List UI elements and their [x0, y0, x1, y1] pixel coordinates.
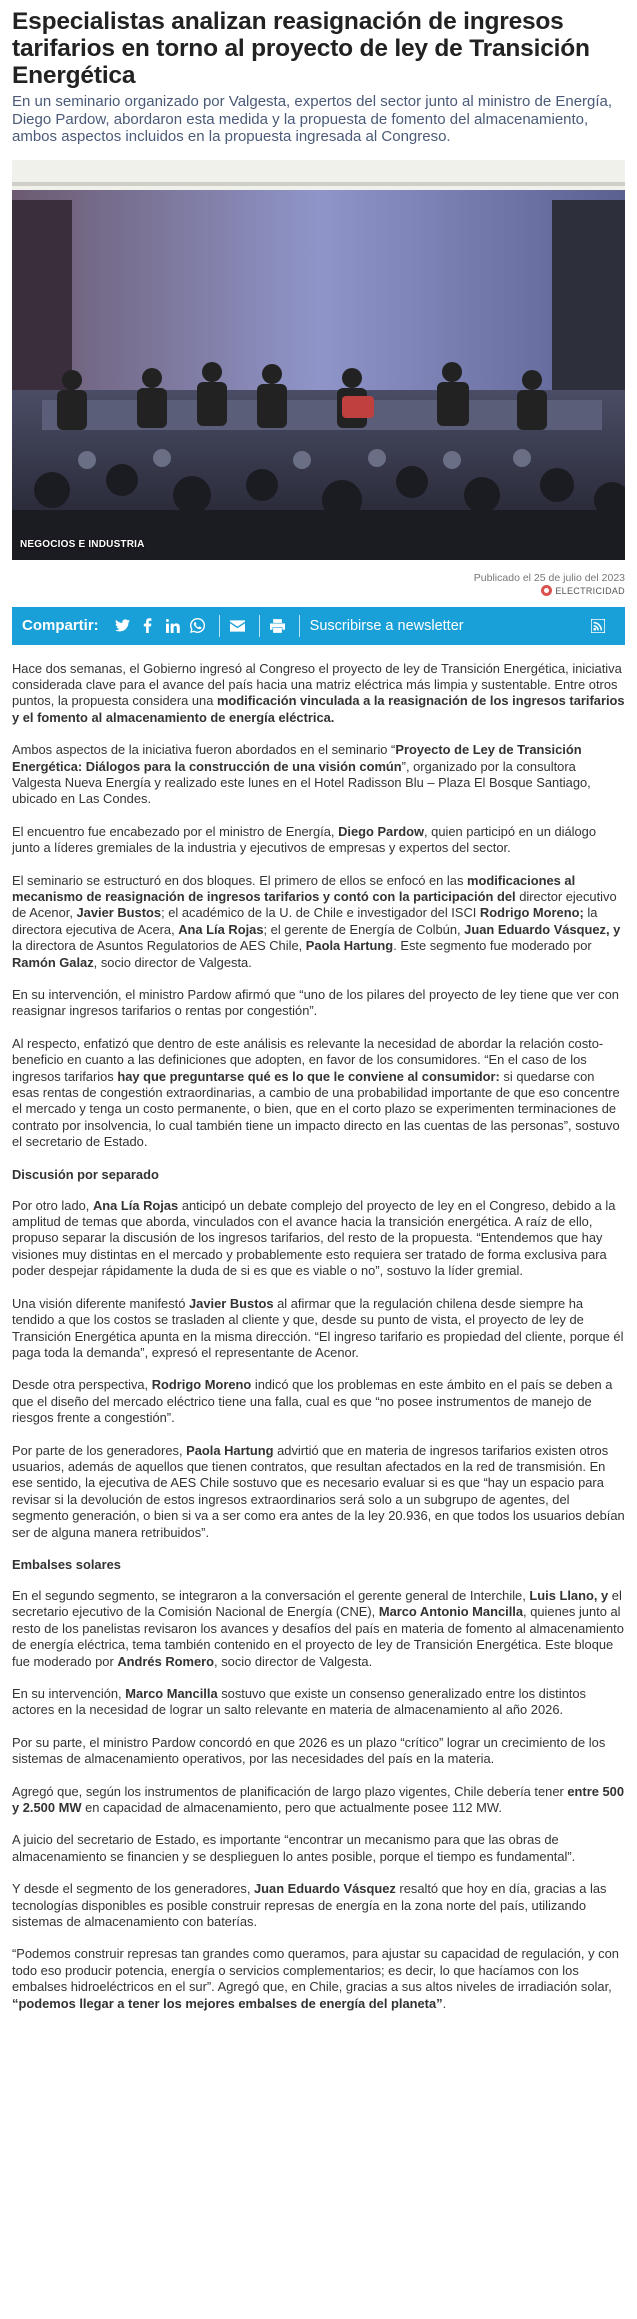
bold-text: entre 500 y 2.500 MW: [12, 1783, 624, 1816]
text-run: .: [442, 1995, 447, 2011]
newsletter-link[interactable]: Suscribirse a newsletter: [309, 617, 464, 634]
text-run: sostuvo que existe un consenso generalizado entre los distintos actores en la necesidad de lograr un salto relevante en materia de almacenamiento al año 2026.: [12, 1686, 586, 1718]
whatsapp-icon[interactable]: [190, 618, 206, 634]
article-photo: [12, 160, 625, 560]
text-run: A juicio del secretario de Estado, es importante “encontrar un mecanismo para que las obras de almacenamiento se financien y se desplieguen lo antes posible, porque el tiempo es fundamental”.: [12, 1832, 576, 1864]
linkedin-icon[interactable]: [165, 618, 181, 634]
category-label[interactable]: [12, 585, 625, 597]
article-paragraph: [12, 1036, 625, 1151]
bold-text: Marco Antonio Mancilla: [378, 1604, 524, 1620]
text-run: En su intervención,: [12, 1686, 126, 1701]
text-run: Por su parte, el ministro Pardow concordó en que 2026 es un plazo “crítico” lograr un crecimiento de los sistemas de almacenamiento operativos, por las necesidades del país en la materia.: [12, 1734, 606, 1767]
bold-text: Paola Hartung: [186, 1442, 274, 1458]
share-divider: [219, 615, 220, 637]
text-run: la directora ejecutiva de Acera,: [12, 905, 598, 937]
share-label: Compartir:: [22, 617, 99, 634]
text-run: si quedarse con esas rentas de congestión extraordinarias, a cambio de una probabilidad importante de que eso concentre el mercado y tenga un costo permanente, o bien, que en el corto plazo se experimenten terminaciones de contrato por insolvencia, lo cual también tiene un impacto directo en las cuentas de las personas”, sostuvo el secretario de Estado.: [12, 1068, 620, 1150]
text-run: el secretario ejecutivo de la Comisión Nacional de Energía (CNE),: [12, 1587, 622, 1620]
bold-text: Ramón Galaz: [12, 954, 94, 970]
bold-text: modificaciones al mecanismo de reasignación de ingresos tarifarios y contó con la participación del: [12, 872, 576, 904]
bold-text: Javier Bustos: [188, 1295, 274, 1311]
text-run: Discusión por separado: [12, 1166, 159, 1182]
article-paragraph: [12, 1735, 625, 1768]
bold-text: “podemos llegar a tener los mejores embalses de energía del planeta”: [12, 1995, 443, 2011]
article-paragraph: [12, 1296, 625, 1362]
article-paragraph: [12, 1198, 625, 1280]
bold-text: Diego Pardow: [338, 823, 425, 839]
bold-text: Ana Lía Rojas: [178, 921, 264, 937]
text-run: Agregó que, según los instrumentos de planificación de largo plazo vigentes, Chile debería tener: [12, 1783, 568, 1799]
text-run: director ejecutivo de Acenor,: [12, 888, 617, 921]
article-paragraph: [12, 1686, 625, 1719]
text-run: Por parte de los generadores,: [12, 1442, 187, 1458]
category-text: ELECTRICIDAD: [555, 585, 625, 596]
text-run: en capacidad de almacenamiento, pero que actualmente posee 112 MW.: [81, 1800, 502, 1816]
article-paragraph: [12, 1443, 625, 1541]
article-paragraph: [12, 873, 625, 971]
text-run: . Este segmento fue moderado por: [393, 938, 592, 954]
share-divider: [299, 615, 300, 637]
bold-text: Rodrigo Moreno: [151, 1377, 252, 1393]
bold-text: Marco Mancilla: [125, 1686, 218, 1701]
text-run: , quienes junto al resto de los panelistas revisaron los avances y desafíos del país en materia de fomento al almacenamiento de energía eléctrica, tema también contenido en el proyecto de ley de Transición Energética. Este bloque fue moderado por: [12, 1604, 624, 1669]
twitter-icon[interactable]: [115, 618, 131, 634]
bold-text: Juan Eduardo Vásquez, y: [464, 921, 621, 937]
text-run: En su intervención, el ministro Pardow afirmó que “uno de los pilares del proyecto de ley tiene que ver con reasignar ingresos tarifarios o rentas por congestión”.: [12, 987, 619, 1019]
article-paragraph: [12, 1832, 625, 1865]
article-paragraph: [12, 1881, 625, 1930]
bold-text: Rodrigo Moreno;: [479, 905, 584, 921]
section-heading: [12, 1167, 625, 1182]
bold-text: Paola Hartung: [305, 938, 394, 954]
bold-text: hay que preguntarse qué es lo que le conviene al consumidor:: [117, 1068, 500, 1084]
text-run: la directora de Asuntos Regulatorios de AES Chile,: [12, 938, 306, 954]
share-divider: [259, 615, 260, 637]
text-run: al afirmar que la regulación chilena desde siempre ha tendido a que los costos se trasladen al cliente y que, desde su punto de vista, el proyecto de ley de Transición Energética apunta en la misma dirección. “El ingreso tarifario es propiedad del cliente, porque él paga toda la demanda”, expresó el representante de Acenor.: [12, 1295, 624, 1360]
rss-icon[interactable]: [590, 618, 606, 634]
text-run: Ambos aspectos de la iniciativa fueron abordados en el seminario “: [12, 742, 396, 758]
bold-text: modificación vinculada a la reasignación de los ingresos tarifarios y el fomento al almacenamiento de energía eléctrica.: [12, 693, 625, 725]
print-icon[interactable]: [270, 618, 286, 634]
text-run: ; el gerente de Energía de Colbún,: [263, 921, 465, 937]
bold-text: Ana Lía Rojas: [92, 1197, 179, 1213]
share-bar: [12, 607, 625, 645]
bold-text: Proyecto de Ley de Transición Energética: Diálogos para la construcción de una visión común: [12, 742, 582, 774]
category-dot-icon: [541, 585, 552, 596]
article-paragraph: [12, 1946, 625, 2012]
email-icon[interactable]: [230, 618, 246, 634]
text-run: Por otro lado,: [12, 1197, 93, 1213]
text-run: Hace dos semanas, el Gobierno ingresó al Congreso el proyecto de ley de Transición Energética, iniciativa considerada clave para el avance del país hacia una matriz eléctrica más limpia y sustentable. Entre otros puntos, la propuesta considera una: [12, 660, 622, 709]
article-paragraph: [12, 1588, 625, 1670]
text-run: “Podemos construir represas tan grandes como queramos, para ajustar su capacidad de regulación, y con todo eso producir potencia, energía o servicios complementarios; es decir, lo que hacíamos con los embalses hidroeléctricos en el sur”. Agregó que, en Chile, gracias a sus altos niveles de irradiación solar,: [12, 1946, 619, 1995]
bold-text: Juan Eduardo Vásquez: [253, 1881, 396, 1897]
text-run: Al respecto, enfatizó que dentro de este análisis es relevante la necesidad de abordar la relación costo-beneficio en cuanto a las definiciones que adopten, en favor de los consumidores. “En el caso de los ingresos tarifarios: [12, 1035, 604, 1084]
article-paragraph: [12, 987, 625, 1020]
article-lead: En un seminario organizado por Valgesta, expertos del sector junto al ministro de Energía, Diego Pardow, abordaron esta medida y la propuesta de fomento del almacenamiento, ambos aspectos incluidos en la propuesta ingresada al Congreso.: [12, 93, 613, 145]
text-run: ”, organizado por la consultora Valgesta Nueva Energía y realizado este lunes en el Hotel Radisson Blu – Plaza El Bosque Santiago, ubicado en Las Condes.: [12, 758, 591, 807]
text-run: El encuentro fue encabezado por el ministro de Energía,: [12, 823, 339, 839]
article-paragraph: [12, 1784, 625, 1817]
text-run: resaltó que hoy en día, gracias a las tecnologías disponibles es posible construir represas de energía en la zona norte del país, utilizando sistemas de almacenamiento con baterías.: [12, 1881, 607, 1930]
text-run: anticipó un debate complejo del proyecto de ley en el Congreso, debido a la amplitud de temas que aborda, vinculados con el avance hacia la transición energética. A raíz de ello, propuso separar la discusión de los ingresos tarifarios, del resto de la propuesta. “Entendemos que hay visiones muy distintas en el mercado y probablemente esto requiera ser tratado de forma exclusiva para poder despejar rápidamente la duda de si es que es viable o no”, sostuvo la líder gremial.: [12, 1197, 616, 1279]
text-run: indicó que los problemas en este ámbito en el país se deben a que el diseño del mercado eléctrico tiene una falla, cual es que “no posee instrumentos de manejo de riesgos frente a congestión”.: [12, 1377, 613, 1426]
article-paragraph: [12, 1377, 625, 1426]
section-heading: [12, 1557, 625, 1572]
text-run: ; el académico de la U. de Chile e investigador del ISCI: [161, 905, 480, 921]
image-category-tag: NEGOCIOS E INDUSTRIA: [20, 538, 145, 550]
bold-text: Luis Llano, y: [529, 1587, 609, 1603]
article-title: Especialistas analizan reasignación de ingresos tarifarios en torno al proyecto de ley de Transición Energética: [12, 8, 590, 89]
text-run: Y desde el segmento de los generadores,: [12, 1881, 254, 1897]
text-run: Una visión diferente manifestó: [12, 1295, 189, 1311]
text-run: Embalses solares: [12, 1556, 121, 1572]
text-run: , quien participó en un diálogo junto a líderes gremiales de la industria y ejecutivos de empresas y expertos del sector.: [12, 823, 597, 856]
text-run: , socio director de Valgesta.: [214, 1653, 373, 1669]
published-date: Publicado el 25 de julio del 2023: [473, 571, 625, 584]
seminar-photo-illustration: [12, 160, 625, 560]
text-run: advirtió que en materia de ingresos tarifarios existen otros usuarios, además de aquellos que tienen contratos, que resultan afectados en la red de transmisión. En ese sentido, la ejecutiva de AES Chile sostuvo que es necesario evaluar si es que “hay un espacio para revisar si la devolución de estos ingresos extraordinarios será solo a un subgrupo de agentes, del segmento generación, o bien si va a ser como era antes de la ley 20.936, en que todos los usuarios debían ser de alguna manera retribuidos”.: [12, 1442, 625, 1540]
article-paragraph: [12, 661, 625, 727]
facebook-icon[interactable]: [140, 618, 156, 634]
article-paragraph: [12, 742, 625, 808]
text-run: , socio director de Valgesta.: [93, 954, 252, 970]
text-run: Desde otra perspectiva,: [12, 1377, 152, 1393]
text-run: En el segundo segmento, se integraron a la conversación el gerente general de Interchile,: [12, 1587, 530, 1603]
bold-text: Andrés Romero: [117, 1653, 215, 1669]
article-paragraph: [12, 824, 625, 857]
text-run: El seminario se estructuró en dos bloques. El primero de ellos se enfocó en las: [12, 872, 467, 888]
article-body: [12, 661, 625, 2013]
bold-text: Javier Bustos: [76, 905, 162, 921]
